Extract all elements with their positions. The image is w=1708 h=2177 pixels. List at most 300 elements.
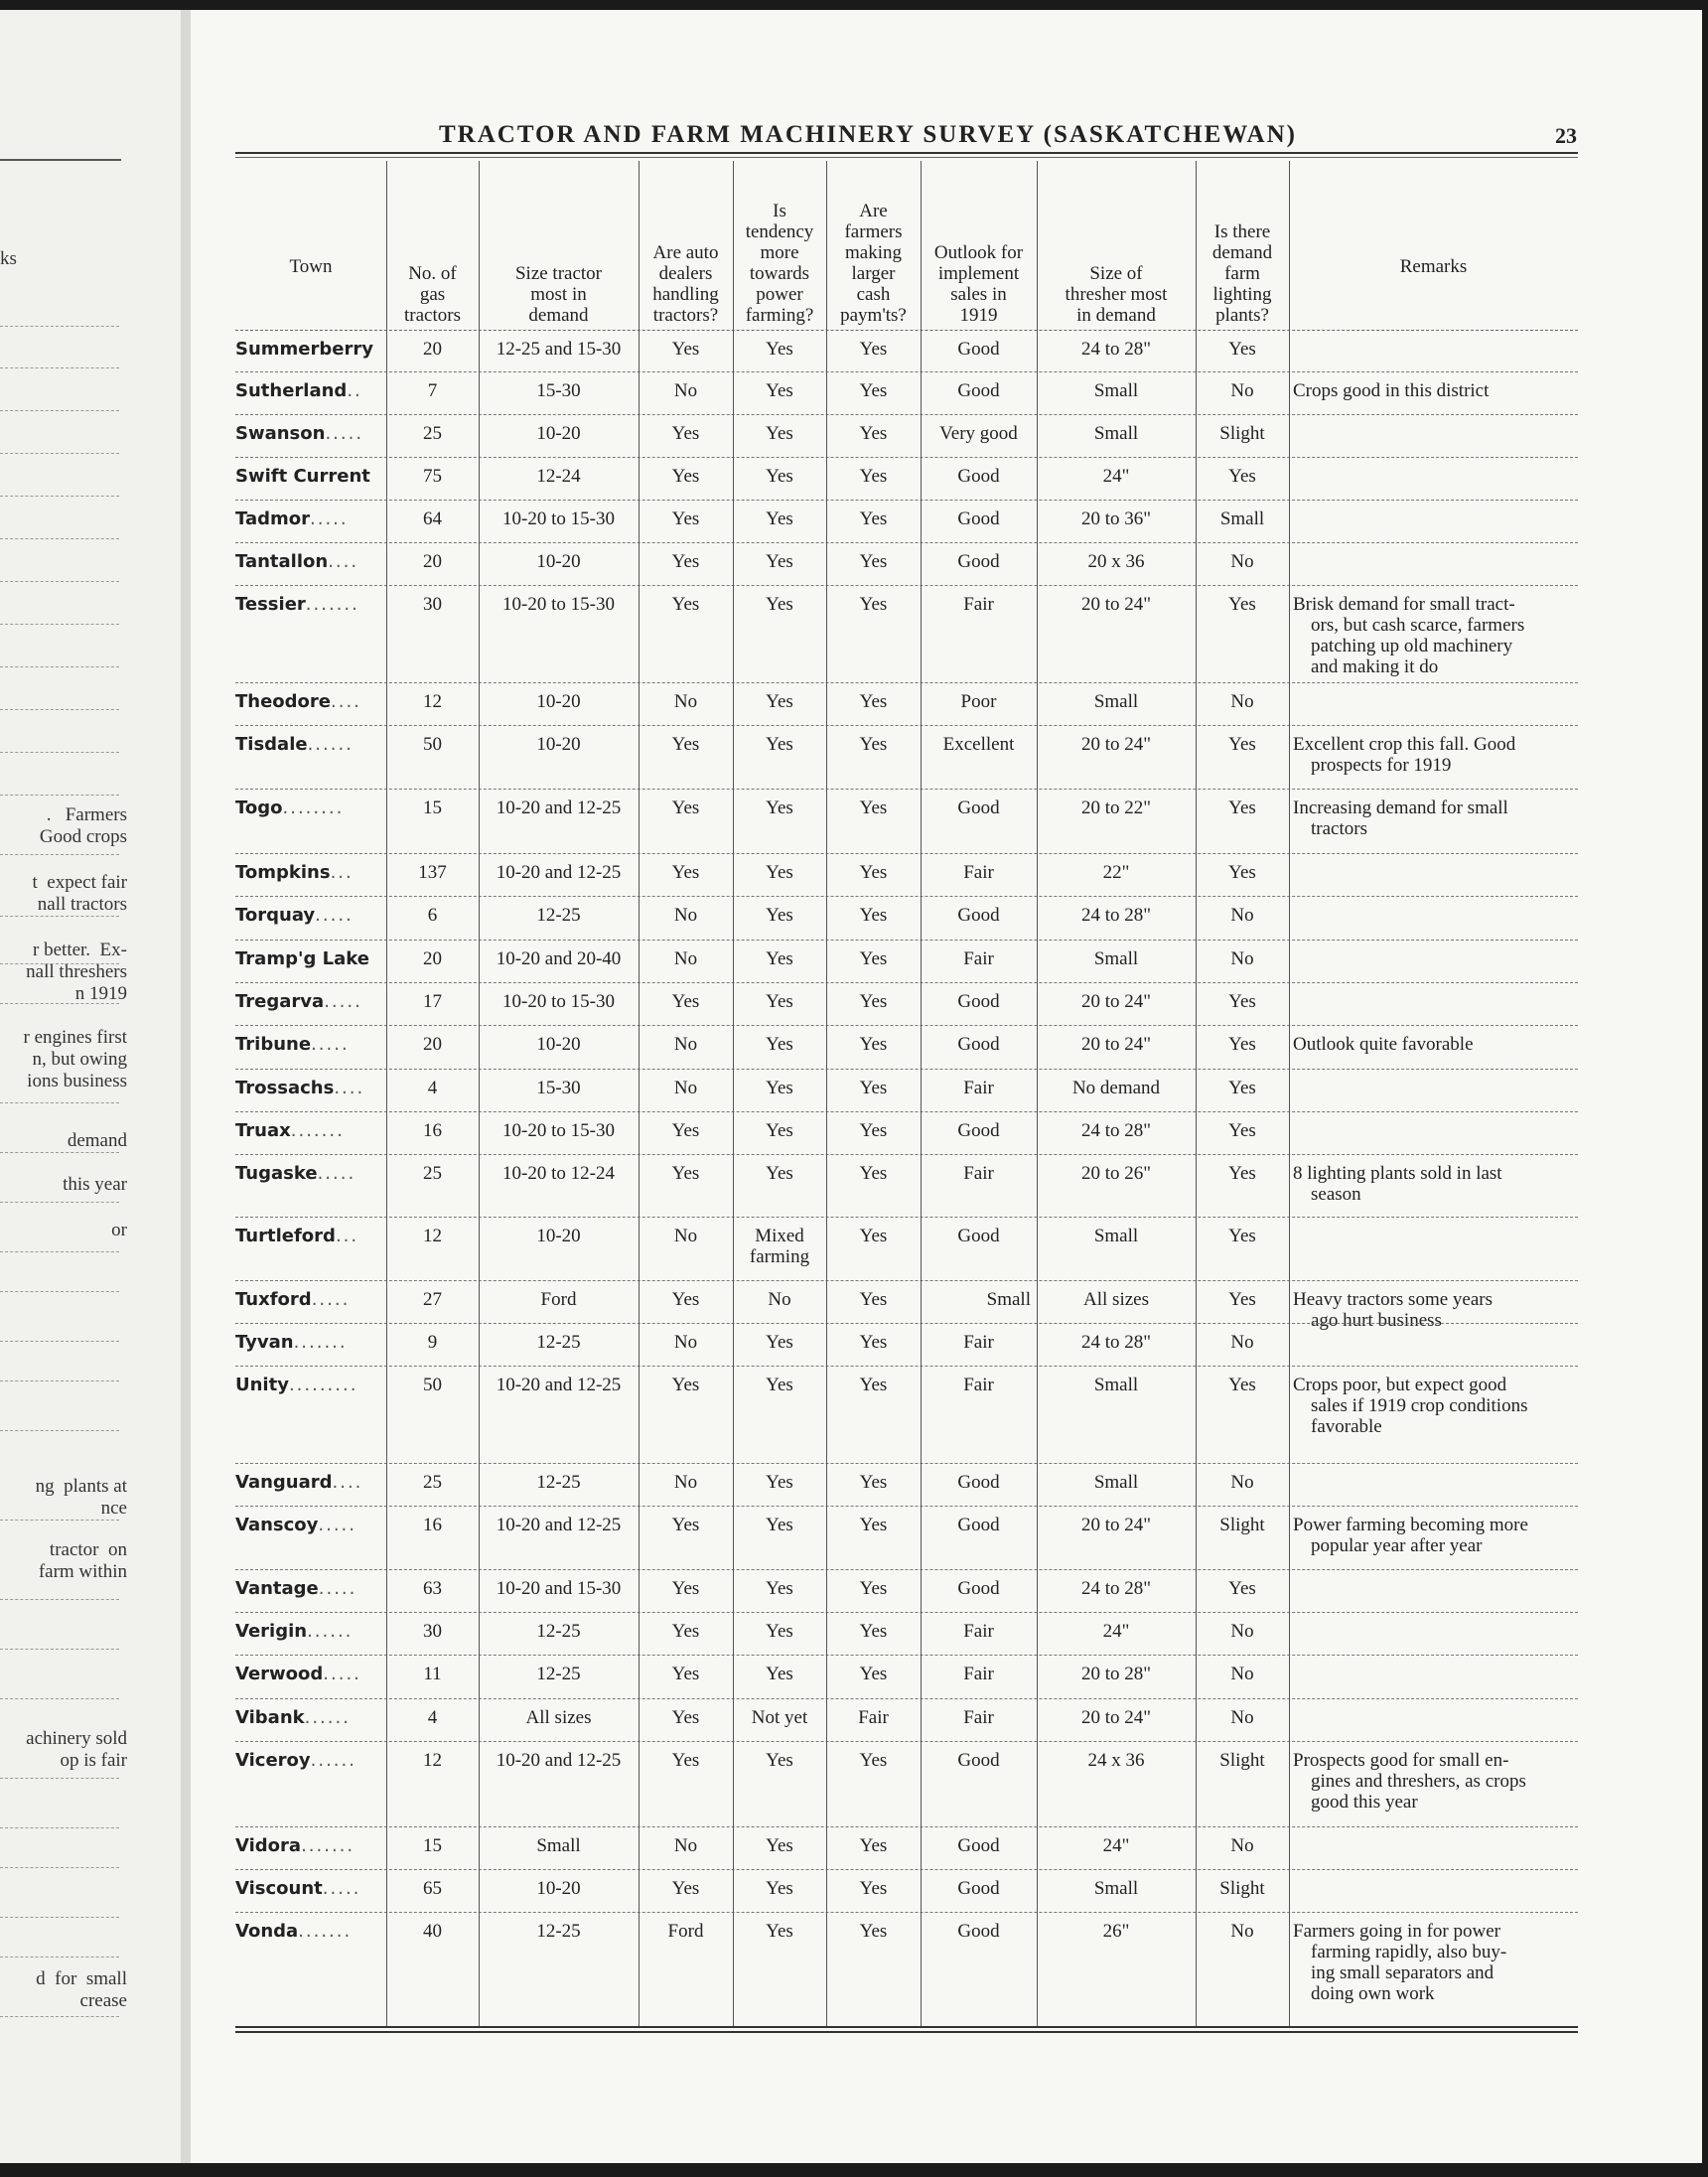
facing-row-rule (0, 1291, 119, 1293)
remarks-line: Power farming becoming more (1293, 1515, 1528, 1535)
town-cell (235, 1375, 386, 1395)
power-farming-cell-line: Yes (766, 798, 793, 818)
town-cell (235, 339, 386, 360)
power-farming-cell-line: Not yet (751, 1707, 808, 1728)
facing-row-rule (0, 1957, 119, 1959)
town-cell (235, 948, 386, 969)
header-line: tractors? (652, 305, 719, 326)
tractor-size-cell: 10-20 (536, 1226, 581, 1246)
tractor-size-cell: 15-30 (536, 1078, 581, 1098)
cash-payments-cell: Yes (859, 423, 888, 444)
town-cell (235, 691, 386, 712)
auto-dealers-cell: No (673, 1835, 698, 1856)
cash-payments-cell: Yes (859, 1226, 888, 1246)
town-cell (235, 798, 386, 818)
town-name: Vanscoy (235, 1515, 319, 1535)
town-name: Vidora (235, 1835, 302, 1856)
lighting-plants-cell: Yes (1228, 1375, 1256, 1395)
gas-tractors-cell: 16 (423, 1120, 442, 1141)
header-power-farming (733, 167, 826, 326)
gas-tractors-cell: 16 (423, 1515, 442, 1535)
facing-text-fragment: r engines first (23, 1027, 127, 1048)
header-size-tractor-text (515, 263, 602, 326)
lighting-plants-cell: Yes (1228, 466, 1256, 487)
table-row (191, 1112, 1702, 1155)
header-lighting-plants (1196, 167, 1289, 326)
header-line: towards (749, 263, 810, 284)
table-row (191, 543, 1702, 586)
cash-payments-cell: Yes (859, 339, 888, 360)
town-cell (235, 1226, 386, 1246)
outlook-cell: Good (957, 798, 1000, 818)
town-cell (235, 551, 386, 572)
lighting-plants-cell: No (1230, 1332, 1254, 1353)
town-cell (235, 862, 386, 883)
remarks-cell (1293, 380, 1578, 401)
table-row (191, 501, 1702, 543)
facing-text-fragment: d for small (36, 1968, 127, 1989)
cash-payments-cell: Yes (859, 1664, 888, 1684)
outlook-cell: Good (957, 905, 1000, 926)
power-farming-cell-line: Yes (766, 1332, 793, 1353)
facing-row-rule (0, 1152, 119, 1154)
town-name: Trossachs (235, 1078, 335, 1098)
tractor-size-cell: 10-20 to 15-30 (502, 508, 615, 529)
power-farming-cell-line: Yes (766, 551, 793, 572)
thresher-size-cell: 24 x 36 (1087, 1750, 1145, 1771)
power-farming-cell (733, 1078, 826, 1098)
remarks-line: gines and threshers, as crops (1311, 1771, 1526, 1792)
gas-tractors-cell: 20 (423, 339, 442, 360)
power-farming-cell-line: Yes (766, 1163, 793, 1184)
town-cell (235, 734, 386, 755)
remarks-line: patching up old machinery (1311, 636, 1513, 656)
tractor-size-cell: 15-30 (536, 380, 581, 401)
town-cell (235, 1289, 386, 1310)
facing-row-rule (0, 1380, 119, 1382)
auto-dealers-cell: No (673, 948, 698, 969)
auto-dealers-cell: Yes (671, 1289, 700, 1310)
header-line: Town (289, 255, 333, 277)
facing-text-fragment: achinery sold (26, 1728, 127, 1749)
facing-row-rule (0, 2016, 119, 2018)
gas-tractors-cell: 11 (423, 1664, 442, 1684)
auto-dealers-cell: Yes (671, 991, 700, 1012)
facing-row-rule (0, 795, 119, 797)
outlook-cell: Good (957, 1472, 1000, 1493)
thresher-size-cell: 20 to 26" (1080, 1163, 1152, 1184)
header-line: tractors (404, 305, 461, 326)
power-farming-cell-line: Yes (766, 691, 793, 712)
column-divider (1037, 161, 1038, 2026)
cash-payments-cell: Yes (859, 1878, 888, 1899)
thresher-size-cell: 20 x 36 (1087, 551, 1145, 572)
outlook-cell: Good (957, 1878, 1000, 1899)
town-name: Vantage (235, 1578, 319, 1599)
column-divider (1289, 161, 1290, 2026)
table-row (191, 1464, 1702, 1507)
facing-text-fragment: ions business (27, 1071, 127, 1091)
thresher-size-cell: 24 to 28" (1080, 905, 1152, 926)
leader-dots: ... (335, 1226, 359, 1246)
town-name: Swift Current (235, 466, 370, 487)
header-line: gas (419, 284, 446, 305)
outlook-cell: Good (957, 1034, 1000, 1055)
power-farming-cell (733, 1375, 826, 1395)
auto-dealers-cell: Yes (671, 551, 700, 572)
power-farming-cell (733, 862, 826, 883)
remarks-line: doing own work (1311, 1983, 1435, 2004)
town-name: Tuxford (235, 1289, 312, 1310)
tractor-size-cell: 10-20 and 15-30 (496, 1578, 622, 1599)
outlook-cell: Fair (963, 1664, 994, 1684)
cash-payments-cell: Yes (859, 691, 888, 712)
tractor-size-cell: 10-20 (536, 691, 581, 712)
outlook-cell: Very good (939, 423, 1018, 444)
tractor-size-cell: 10-20 to 15-30 (502, 991, 615, 1012)
cash-payments-cell: Yes (859, 1375, 888, 1395)
remarks-line: Excellent crop this fall. Good (1293, 734, 1516, 755)
table-row (191, 1026, 1702, 1070)
town-name: Tregarva (235, 991, 325, 1012)
header-line: tendency (745, 221, 814, 242)
thresher-size-cell: 22" (1102, 862, 1130, 883)
power-farming-cell (733, 1226, 826, 1267)
facing-row-rule (0, 1102, 119, 1104)
thresher-size-cell: Small (1093, 691, 1139, 712)
remarks-cell (1293, 1515, 1578, 1556)
facing-row-rule (0, 496, 119, 498)
tractor-size-cell: Small (536, 1835, 581, 1856)
cash-payments-cell: Yes (859, 466, 888, 487)
header-lighting-plants-text (1212, 221, 1272, 326)
remarks-cell (1293, 594, 1578, 677)
facing-row-rule (0, 1599, 119, 1601)
gas-tractors-cell: 4 (427, 1707, 438, 1728)
gas-tractors-cell: 4 (427, 1078, 438, 1098)
header-line: Remarks (1399, 255, 1468, 277)
lighting-plants-cell: Slight (1219, 1515, 1265, 1535)
gas-tractors-cell: 25 (423, 423, 442, 444)
town-name: Torquay (235, 905, 316, 926)
thresher-size-cell: 20 to 24" (1080, 991, 1152, 1012)
facing-text-fragment: tractor on (49, 1539, 127, 1560)
town-name: Viscount (235, 1878, 323, 1899)
town-cell (235, 1878, 386, 1899)
town-name: Tyvan (235, 1332, 294, 1353)
power-farming-cell-line: Yes (766, 1578, 793, 1599)
header-line: Are auto (652, 242, 719, 263)
table-row (191, 897, 1702, 941)
power-farming-cell (733, 380, 826, 401)
town-cell (235, 466, 386, 487)
cash-payments-cell: Yes (859, 1472, 888, 1493)
leader-dots: ..... (325, 423, 364, 444)
book-gutter (181, 10, 191, 2163)
auto-dealers-cell: No (673, 1034, 698, 1055)
power-farming-cell (733, 1120, 826, 1141)
cash-payments-cell: Yes (859, 551, 888, 572)
power-farming-cell (733, 1332, 826, 1353)
town-cell (235, 1621, 386, 1642)
gas-tractors-cell: 15 (423, 798, 442, 818)
town-cell (235, 594, 386, 615)
power-farming-cell (733, 1921, 826, 1942)
tractor-size-cell: 10-20 and 12-25 (496, 1375, 622, 1395)
facing-text-fragment: crease (79, 1990, 127, 2011)
remarks-line: farming rapidly, also buy- (1311, 1942, 1507, 1962)
gas-tractors-cell: 63 (423, 1578, 442, 1599)
header-line: lighting (1212, 284, 1272, 305)
gas-tractors-cell: 20 (423, 551, 442, 572)
gas-tractors-cell: 7 (427, 380, 438, 401)
header-line: Outlook for (933, 242, 1024, 263)
leader-dots: ...... (304, 1707, 351, 1728)
table-row (191, 683, 1702, 726)
auto-dealers-cell: Yes (671, 1707, 700, 1728)
table-row (191, 372, 1702, 415)
power-farming-cell-line: Yes (766, 1120, 793, 1141)
power-farming-cell (733, 1163, 826, 1184)
outlook-cell: Good (957, 551, 1000, 572)
outlook-cell: Good (957, 508, 1000, 529)
tractor-size-cell: 12-25 (536, 1621, 581, 1642)
table-row (191, 1070, 1702, 1112)
gas-tractors-cell: 6 (427, 905, 438, 926)
facing-row-rule (0, 1341, 119, 1343)
cash-payments-cell: Yes (859, 1120, 888, 1141)
tractor-size-cell: 10-20 (536, 551, 581, 572)
facing-row-rule (0, 624, 119, 626)
remarks-line: tractors (1311, 818, 1367, 839)
cash-payments-cell: Yes (859, 905, 888, 926)
outlook-cell: Good (957, 339, 1000, 360)
thresher-size-cell: Small (1093, 423, 1139, 444)
power-farming-cell (733, 734, 826, 755)
thresher-size-cell: 20 to 24" (1080, 1034, 1152, 1055)
tractor-size-cell: 10-20 (536, 1878, 581, 1899)
tractor-size-cell: 10-20 and 12-25 (496, 798, 622, 818)
power-farming-cell-line: Yes (766, 1750, 793, 1771)
power-farming-cell-line: Yes (766, 508, 793, 529)
tractor-size-cell: 10-20 (536, 1034, 581, 1055)
remarks-line: Outlook quite favorable (1293, 1034, 1474, 1055)
header-outlook-text (934, 242, 1023, 326)
header-town (235, 167, 386, 326)
power-farming-cell-line: Yes (766, 594, 793, 615)
header-cash-payments-text (840, 201, 907, 326)
auto-dealers-cell: Yes (671, 339, 700, 360)
facing-text-fragment: nall threshers (26, 961, 127, 982)
facing-text-fragment: r better. Ex- (33, 940, 127, 960)
remarks-line: 8 lighting plants sold in last (1293, 1163, 1502, 1184)
leader-dots: ..... (311, 1034, 350, 1055)
power-farming-cell-line: Yes (766, 991, 793, 1012)
facing-row-rule (0, 581, 119, 583)
lighting-plants-cell: No (1230, 1921, 1254, 1942)
header-line: sales in (950, 284, 1007, 305)
auto-dealers-cell: No (673, 905, 698, 926)
table-row (191, 1656, 1702, 1699)
cash-payments-cell: Yes (859, 1750, 888, 1771)
power-farming-cell (733, 1472, 826, 1493)
table-row (191, 1507, 1702, 1570)
remarks-line: Brisk demand for small tract- (1293, 594, 1515, 615)
auto-dealers-cell: Yes (671, 423, 700, 444)
thresher-size-cell: Small (1093, 948, 1139, 969)
lighting-plants-cell: Small (1219, 508, 1265, 529)
cash-payments-cell: Yes (859, 1621, 888, 1642)
outlook-cell: Good (957, 1578, 1000, 1599)
town-name: Vibank (235, 1707, 305, 1728)
leader-dots: ..... (323, 1664, 361, 1684)
header-line: farmers (844, 221, 903, 242)
thresher-size-cell: 24 to 28" (1080, 1120, 1152, 1141)
gas-tractors-cell: 50 (423, 1375, 442, 1395)
lighting-plants-cell: Yes (1228, 1578, 1256, 1599)
outlook-cell: Fair (963, 1375, 994, 1395)
facing-row-rule (0, 1778, 119, 1780)
town-name: Viceroy (235, 1750, 311, 1771)
thresher-size-cell: All sizes (1083, 1289, 1149, 1310)
power-farming-cell-line: Yes (766, 1034, 793, 1055)
header-line: farming? (745, 305, 814, 326)
outlook-cell: Good (957, 1750, 1000, 1771)
header-line: Size tractor (514, 263, 603, 284)
auto-dealers-cell: Yes (671, 1578, 700, 1599)
town-cell (235, 1921, 386, 1942)
lighting-plants-cell: Yes (1228, 1289, 1256, 1310)
town-name: Tisdale (235, 734, 308, 755)
tractor-size-cell: 12-25 (536, 1472, 581, 1493)
tractor-size-cell: Ford (540, 1289, 577, 1310)
outlook-cell: Good (957, 1835, 1000, 1856)
outlook-cell: Fair (963, 1078, 994, 1098)
power-farming-cell-line: Yes (766, 1078, 793, 1098)
cash-payments-cell: Yes (859, 1578, 888, 1599)
lighting-plants-cell: Yes (1228, 1120, 1256, 1141)
table-row (191, 941, 1702, 983)
page-number: 23 (1555, 123, 1577, 148)
auto-dealers-cell: Yes (671, 1878, 700, 1899)
footer-rule-double (235, 2031, 1578, 2033)
leader-dots: ...... (307, 1621, 354, 1642)
header-line: plants? (1215, 305, 1269, 326)
facing-row-rule (0, 1867, 119, 1869)
column-divider (826, 161, 827, 2026)
table-row (191, 586, 1702, 683)
thresher-size-cell: 20 to 36" (1080, 508, 1152, 529)
leader-dots: ..... (315, 905, 354, 926)
cash-payments-cell: Yes (859, 1332, 888, 1353)
leader-dots: ....... (305, 594, 359, 615)
table-row (191, 458, 1702, 501)
auto-dealers-cell: Yes (671, 734, 700, 755)
outlook-cell: Good (957, 1120, 1000, 1141)
header-line: Are (859, 201, 888, 221)
table-row (191, 1570, 1702, 1613)
town-name: Verigin (235, 1621, 308, 1642)
header-line: making (845, 242, 902, 263)
lighting-plants-cell: No (1230, 380, 1254, 401)
tractor-size-cell: 10-20 and 12-25 (496, 1750, 622, 1771)
power-farming-cell-line: Yes (766, 466, 793, 487)
power-farming-cell-line: Yes (766, 1472, 793, 1493)
facing-row-rule (0, 1003, 119, 1005)
town-name: Tadmor (235, 508, 310, 529)
town-name: Unity (235, 1375, 289, 1395)
header-line: No. of (408, 263, 457, 284)
table-row (191, 1913, 1702, 2026)
power-farming-cell-line: Yes (766, 1664, 793, 1684)
auto-dealers-cell: Yes (671, 862, 700, 883)
column-divider (386, 161, 387, 2026)
facing-row-rule (0, 963, 119, 965)
facing-text-fragment: . Farmers (46, 804, 127, 825)
power-farming-cell-line: Yes (766, 1921, 793, 1942)
leader-dots: ........ (282, 798, 345, 818)
power-farming-cell-line: Mixed (755, 1226, 804, 1246)
leader-dots: .... (334, 1078, 365, 1098)
outlook-cell: Good (957, 466, 1000, 487)
power-farming-cell-line: Yes (766, 1835, 793, 1856)
footer-rule (235, 2026, 1578, 2028)
outlook-cell: Fair (963, 1707, 994, 1728)
lighting-plants-cell: No (1230, 1472, 1254, 1493)
header-line: paym'ts? (840, 305, 907, 326)
gas-tractors-cell: 12 (423, 1226, 442, 1246)
gas-tractors-cell: 20 (423, 1034, 442, 1055)
table-row (191, 1699, 1702, 1742)
header-cash-payments (826, 167, 921, 326)
facing-text-fragment: demand (67, 1130, 127, 1151)
facing-text-fragment: nall tractors (37, 894, 127, 915)
lighting-plants-cell: Yes (1228, 594, 1256, 615)
power-farming-cell-line: Yes (766, 734, 793, 755)
town-name: Truax (235, 1120, 291, 1141)
remarks-cell (1293, 798, 1578, 839)
header-line: dealers (658, 263, 713, 284)
tractor-size-cell: 10-20 (536, 734, 581, 755)
facing-text-fragment: ks (0, 248, 17, 269)
lighting-plants-cell: Yes (1228, 1034, 1256, 1055)
tractor-size-cell: 12-25 (536, 1332, 581, 1353)
outlook-cell: Fair (963, 1332, 994, 1353)
power-farming-cell-line: Yes (766, 1375, 793, 1395)
remarks-line: favorable (1311, 1416, 1382, 1437)
power-farming-cell (733, 551, 826, 572)
leader-dots: ......... (288, 1375, 358, 1395)
cash-payments-cell: Yes (859, 862, 888, 883)
lighting-plants-cell: Yes (1228, 862, 1256, 883)
gas-tractors-cell: 30 (423, 594, 442, 615)
auto-dealers-cell: No (673, 1078, 698, 1098)
facing-text-fragment: Good crops (39, 826, 127, 847)
town-cell (235, 1578, 386, 1599)
auto-dealers-cell: No (673, 380, 698, 401)
cash-payments-cell: Yes (859, 594, 888, 615)
cash-payments-cell: Yes (859, 1289, 888, 1310)
table-row (191, 1827, 1702, 1870)
cash-payments-cell: Yes (859, 1921, 888, 1942)
town-name: Summerberry (235, 339, 373, 360)
header-line: Size of (1089, 263, 1143, 284)
power-farming-cell-line: Yes (766, 1515, 793, 1535)
power-farming-cell (733, 1664, 826, 1684)
remarks-line: Increasing demand for small (1293, 798, 1508, 818)
gas-tractors-cell: 50 (423, 734, 442, 755)
town-cell (235, 1750, 386, 1771)
